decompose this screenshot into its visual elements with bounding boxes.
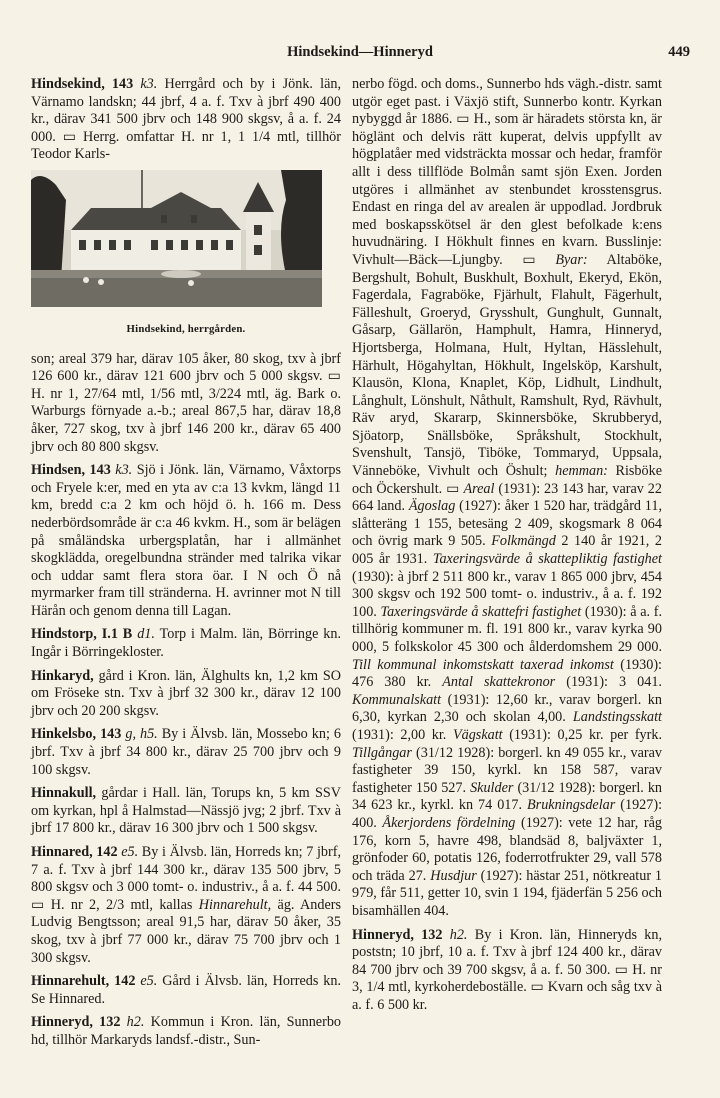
entry-hinnakull: Hinnakull, gårdar i Hall. län, Torups kn, 5 km SSV om kyrkan, hpl å Halmstad—Nässjö jvg; 2 jbrf. Txv à jbrf 17 800 kr., därav 16 300 jbrv och 1 500 skgsv. (31, 785, 341, 837)
manor-house-photo (31, 170, 322, 307)
entry-hinneryd-by: Hinneryd, 132 h2. By i Kron. län, Hinneryds kn, poststn; 10 jbrf, 10 a. f. Txv à jbrf 124 400 kr., därav 84 700 jbrv och 39 700 skgsv, å a. f. 50 300. ▭ H. nr 3, 1/4 mtl, kyrkoherdeboställe. ▭ Kvarn och såg txv à a. f. 6 500 kr. (352, 926, 663, 1013)
entry-hindsekind-cont: son; areal 379 har, därav 105 åker, 80 skog, txv à jbrf 126 600 kr., därav 121 600 jbrv och 5 000 skgsv. ▭ H. nr 1, 27/64 mtl, 1/56 mtl, 3/224 mtl, äg. Bark o. Warburgs förnyade a.-b.; areal 867,5 har, därav 18,8 åker, 727 skog, txv à jbrf 146 200 kr., därav 65 400 jbrv och 80 800 skgsv. (31, 350, 341, 455)
entry-hinnarehult: Hinnarehult, 142 e5. Gård i Älvsb. län, Horreds kn. Se Hinnared. (31, 973, 342, 1007)
running-title: Hindsekind—Hinneryd (287, 44, 433, 60)
right-column (352, 76, 662, 1020)
entry-hindsekind: Hindsekind, 143 k3. Herrgård och by i Jönk. län, Värnamo landskn; 44 jbrf, 4 a. f. Txv à jbrf 490 400 kr., därav 341 500 jbrv och 148 900 skgsv, å a. f. 24 000. ▭ Herrg. omfattar H. nr 1, 1 1/4 mtl, tillhör Teodor Karls- (31, 76, 342, 163)
left-column (31, 76, 341, 1056)
entry-hinnared: Hinnared, 142 e5. By i Älvsb. län, Horreds kn; 7 jbrf, 7 a. f. Txv à jbrf 144 300 kr., därav 135 500 jbrv, 5 800 skgsv och 3 000 tomt- o. industriv., å a. f. 44 500. ▭ H. nr 2, 2/3 mtl, kallas Hinnarehult, äg. Anders Ludvig Bengtsson; areal 91,5 har, därav 50 åker, 35 skog, txv à jbrf 77 000 kr., därav 75 700 jbrv och 1 300 skgsv. (31, 844, 342, 966)
entry-hinneryd-kommun-cont: nerbo fögd. och doms., Sunnerbo hds vägh.-distr. samt utgör eget past. i Växjö stift, Sunnerbo kontr. Kyrkan nybyggd år 1886. ▭ H., som är häradets största kn, är höglänt och delvis rätt kuperat, delvis uppfyllt av högplatåer med vidsträckta mossar och hedar, framför allt i dess tillflöde Bolmån samt sjön Exen. Jorden utgöres i allmänhet av stenbundet krosstensgrus. Endast en ringa del av arealen är uppodlad. Jordbruk med boskapsskötsel är den glest befolkade k:ens huvudnäring. I Hökhult finnes en kvarn. Busslinje: Vivhult—Bäck—Ljungby. ▭ Byar: Altaböke, Bergshult, Bohult, Buskhult, Boxhult, Ekeryd, Ekön, Fagerdala, Fagraböke, Fjärhult, Flahult, Fägerhult, Fälleshult, Groeryd, Grysshult, Gunghult, Gunnalt, Gåsarp, Gällarön, Hamphult, Hamra, Hinneryd, Hjortsberga, Holmana, Hult, Hyltan, Hässlehult, Härhult, Högahyltan, Hökhult, Ingelsköp, Karshult, Klausön, Klona, Knaplet, Köp, Lidhult, Lindhult, Långhult, Lönshult, Nåthult, Ramshult, Ryd, Rävhult, Räv aryd, Skararp, Skinnersböke, Skrubberyd, Sjöatorp, Snällsböke, Språkshult, Stockhult, Svenshult, Tansjö, Tiböke, Tommaryd, Uppsala, Vänneböke, Vivhult och Öshult; hemman: Risböke och Öckershult. ▭ Areal (1931): 23 143 har, varav 22 664 land. Ägoslag (1927): åker 1 520 har, trädgård 11, slåtteräng 1 155, betesäng 2 409, skogsmark 8 064 och övrig mark 9 505. Folkmängd 2 140 år 1921, 2 005 år 1931. Taxeringsvärde å skattepliktig fastighet (1930): à jbrf 2 511 800 kr., varav 1 865 000 jbrv, 454 300 skgsv och 192 500 tomt- o. industriv., å a. f. 192 100. Taxeringsvärde å skattefri fastighet (1930): å a. f. tillhörig kommuner m. fl. 191 800 kr., varav kyrka 90 000, 5 folkskolor 45 300 och ålderdomshem 29 000. Till kommunal inkomstskatt taxerad inkomst (1930): 476 380 kr. Antal skattekronor (1931): 3 041. Kommunalskatt (1931): 12,60 kr., varav borgerl. kn 6,30, kyrkan 2,30 och skolan 4,00. Landstingsskatt (1931): 2,00 kr. Vägskatt (1931): 0,25 kr. per fyrk. Tillgångar (31/12 1928): borgerl. kn 49 055 kr., varav fastigheter 39 150, kyrkl. kn 158 587, varav fastigheter 150 527. Skulder (31/12 1928): borgerl. kn 34 623 kr., kyrkl. kn 74 017. Brukningsdelar (1927): 400. Åkerjordens fördelning (1927): vete 12 har, råg 176, korn 5, havre 498, blandsäd 8, baljväxter 1, grönfoder 60, potatis 126, foderrotfrukter 29, vall 578 och träda 27. Husdjur (1927): hästar 251, nötkreatur 1 979, får 511, getter 10, svin 1 194, fjäderfän 5 256 och bisamhällen 404. (352, 76, 663, 919)
entry-hindstorp: Hindstorp, I.1 B d1. Torp i Malm. län, Börringe kn. Ingår i Börringekloster. (31, 626, 342, 661)
entry-hindsen: Hindsen, 143 k3. Sjö i Jönk. län, Värnamo, Våxtorps och Fryele k:er, med en yta av c:a 13 kvkm, längd 11 km, bredd c:a 2 km och höjd ö. h. 166 m. Dess nederbördsområde är c:a 46 kvkm. H., som är belägen på småländska urbergsplatån, har i allmänhet skogklädda, oregelbundna stränder med talrika vikar och uddar samt flera stora öar. I N och Ö nå myrmarker fram till stränderna. H. avrinner mot N till Härån och genom denna till Lagan. (31, 462, 342, 619)
entry-hinneryd-kommun: Hinneryd, 132 h2. Kommun i Kron. län, Sunnerbo hd, tillhör Markaryds landsf.-distr., Sun- (31, 1014, 342, 1048)
manor-photo-figure (31, 170, 341, 339)
page-number: 449 (668, 44, 690, 60)
entry-hinkelsbo: Hinkelsbo, 143 g, h5. By i Älvsb. län, Mossebo kn; 6 jbrf. Txv à jbrf 34 800 kr., därav 25 700 jbrv och 9 100 skgsv. (31, 726, 341, 778)
photo-caption: Hindsekind, herrgården. (126, 322, 246, 335)
page-header (30, 44, 690, 66)
entry-hinkaryd: Hinkaryd, gård i Kron. län, Älghults kn, 1,2 km SO om Fröseke stn. Txv à jbrf 32 300 kr., därav 12 100 jbrv och 20 200 skgsv. (31, 667, 342, 719)
